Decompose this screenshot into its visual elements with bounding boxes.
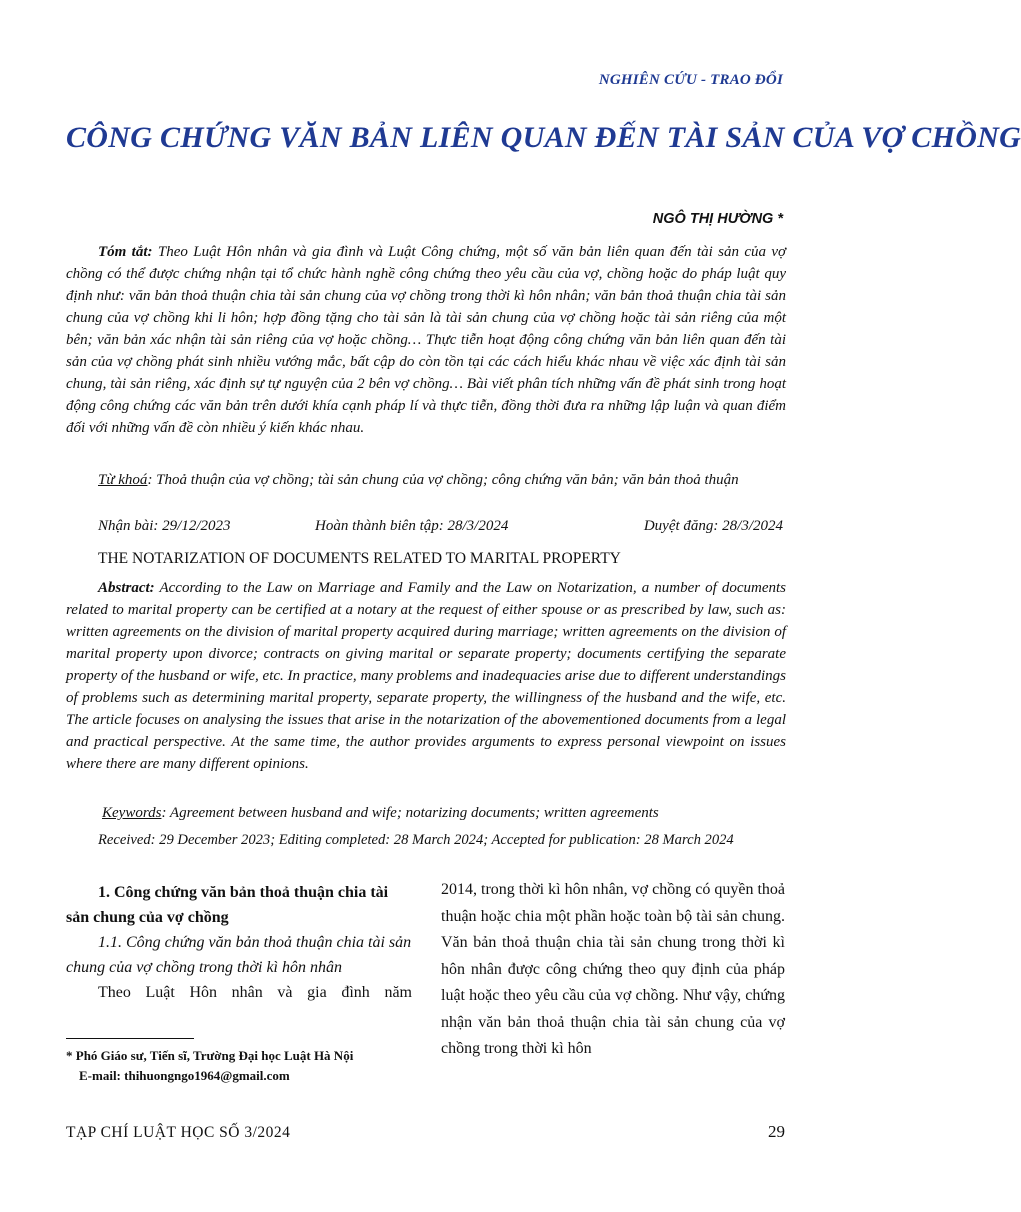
date-received-vn: Nhận bài: 29/12/2023 [98,518,231,534]
abstract-vietnamese [66,241,786,439]
left-paragraph: Theo Luật Hôn nhân và gia đình năm [98,984,412,1001]
section-tag: NGHIÊN CỨU - TRAO ĐỔI [598,72,783,88]
abstract-vn-text: Theo Luật Hôn nhân và gia đình và Luật Công chứng, một số văn bản liên quan đến tài sản của vợ chồng có thể được chứng nhận tại tổ chức hành nghề công chứng theo yêu cầu của vợ, chồng hoặc do pháp luật quy định như: văn bản thoả thuận chia tài sản chung của vợ chồng trong thời kì hôn nhân; văn bản thoả thuận chia tài sản chung của vợ chồng khi li hôn; hợp đồng tặng cho tài sản là tài sản chung của vợ chồng hoặc tài sản riêng của một bên; văn bản xác nhận tài sản riêng của vợ hoặc chồng… Thực tiễn hoạt động công chứng văn bản liên quan đến tài sản của vợ chồng phát sinh nhiều vướng mắc, bất cập do còn tồn tại các cách hiểu khác nhau về việc xác định tài sản chung, tài sản riêng, xác định sự tự nguyện của 2 bên vợ chồng… Bài viết phân tích những vấn đề phát sinh trong hoạt động công chứng các văn bản trên dưới khía cạnh pháp lí và thực tiễn, đồng thời đưa ra những lập luận và quan điểm đối với những vấn đề còn nhiều ý kiến khác nhau. [66,244,786,436]
author-footnote [66,1046,353,1086]
footnote-email: E-mail: thihuongngo1964@gmail.com [79,1068,290,1083]
keywords-en-label: Keywords [102,805,162,821]
article-title: CÔNG CHỨNG VĂN BẢN LIÊN QUAN ĐẾN TÀI SẢN CỦA VỢ CHỒNG [66,121,1021,154]
journal-footer: TẠP CHÍ LUẬT HỌC SỐ 3/2024 [66,1124,291,1141]
english-title: THE NOTARIZATION OF DOCUMENTS RELATED TO MARITAL PROPERTY [98,550,621,567]
keywords-en-text: : Agreement between husband and wife; notarizing documents; written agreements [161,805,659,821]
keywords-english [102,805,659,822]
abstract-en-label: Abstract: [98,580,155,596]
page-number: 29 [768,1122,785,1141]
footnote-divider [66,1038,194,1039]
keywords-vietnamese [66,469,786,491]
abstract-english [66,577,786,775]
author-name: NGÔ THỊ HƯỜNG * [652,211,783,227]
keywords-vn-text: : Thoả thuận của vợ chồng; tài sản chung của vợ chồng; công chứng văn bản; văn bản thoả thuận [147,472,739,488]
received-line-english: Received: 29 December 2023; Editing completed: 28 March 2024; Accepted for publication: 28 March 2024 [98,832,734,848]
abstract-en-text: According to the Law on Marriage and Family and the Law on Notarization, a number of documents related to marital property can be certified at a notary at the request of either spouse or as prescribed by law, such as: written agreements on the division of marital property acquired during marriage; written agreements on the division of marital property upon divorce; contracts on giving marital or separate property; documents certifying the separate property of the husband or wife, etc. In practice, many problems and inadequacies arise due to different understandings of problems such as determining marital property, separate property, the willingness of the husband and the wife, etc. The article focuses on analysing the issues that arise in the notarization of the abovementioned documents from a legal and practical perspective. At the same time, the author provides arguments to express personal viewpoint on issues where there are many different opinions. [66,580,787,772]
footnote-affiliation: * Phó Giáo sư, Tiến sĩ, Trường Đại học Luật Hà Nội [66,1048,354,1063]
section-heading-1: 1. Công chứng văn bản thoả thuận chia tài sản chung của vợ chồng [66,884,389,926]
body-right-column: 2014, trong thời kì hôn nhân, vợ chồng có quyền thoả thuận hoặc chia một phần hoặc toàn bộ tài sản chung. Văn bản thoả thuận chia tài sản chung trong thời kì hôn nhân được công chứng theo quy định của pháp luật hoặc theo yêu cầu của vợ chồng. Như vậy, chứng nhận văn bản thoả thuận chia tài sản chung của vợ chồng trong thời kì hôn [441,881,785,1057]
abstract-vn-label: Tóm tắt: [98,244,153,260]
date-edited-vn: Hoàn thành biên tập: 28/3/2024 [315,518,509,534]
date-accepted-vn: Duyệt đăng: 28/3/2024 [643,518,783,534]
section-heading-1-1: 1.1. Công chứng văn bản thoả thuận chia tài sản chung của vợ chồng trong thời kì hôn nhân [66,934,412,976]
keywords-vn-label: Từ khoá [98,472,148,488]
body-left-column [66,880,412,1005]
